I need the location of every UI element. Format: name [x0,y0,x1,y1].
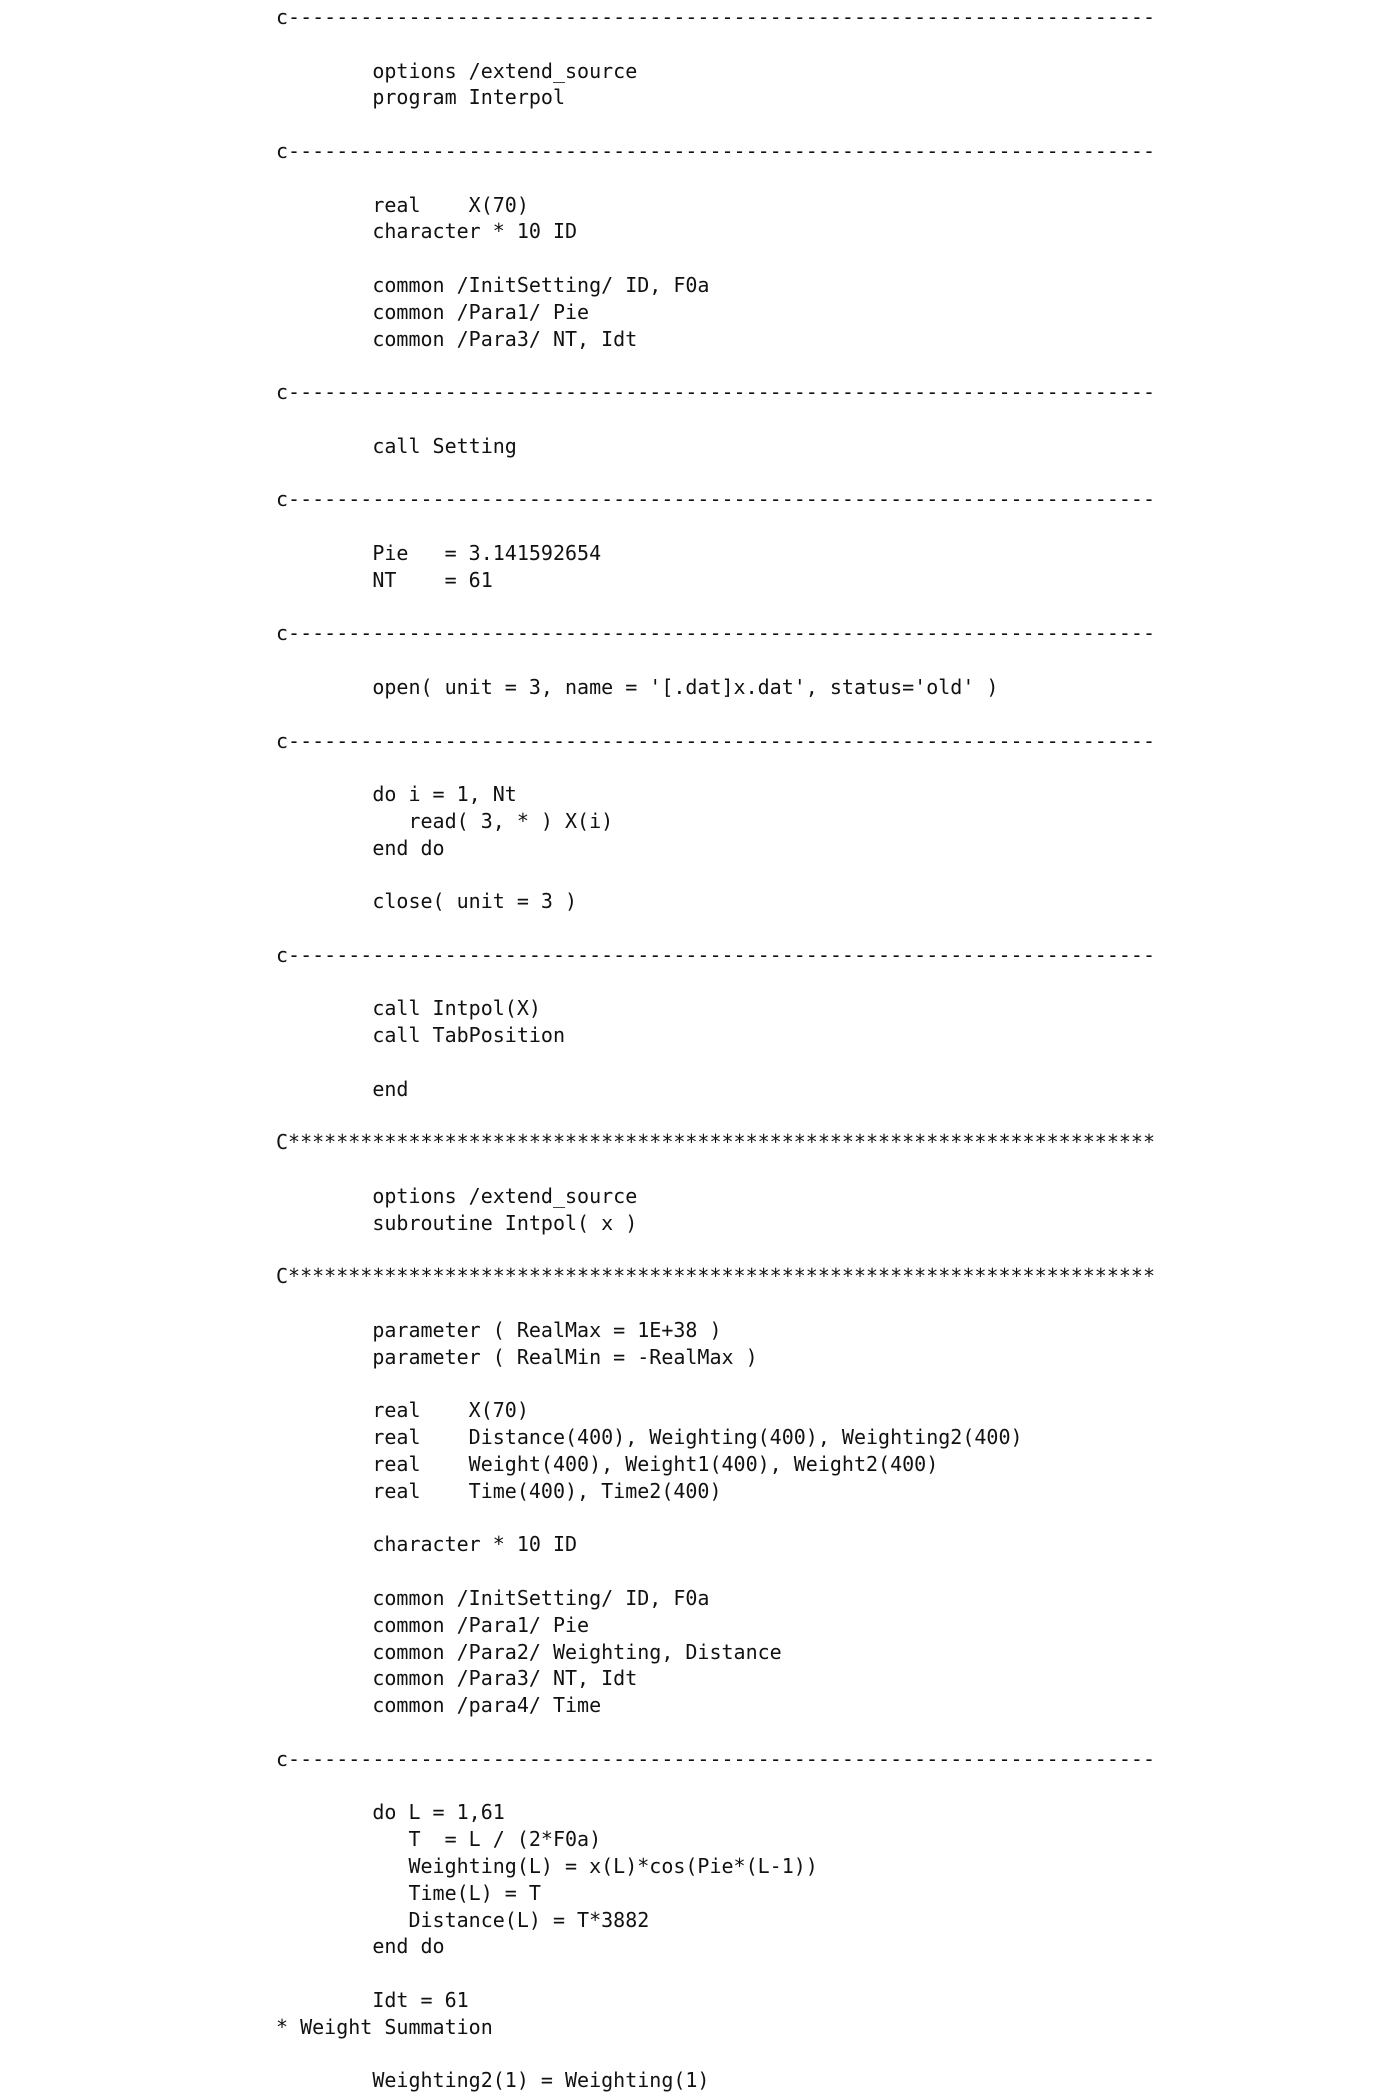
code-line: common /Para2/ Weighting, Distance [276,1639,782,1664]
code-line: Weighting(L) = x(L)*cos(Pie*(L-1)) [276,1853,818,1878]
code-line: options /extend_source [276,1184,638,1209]
code-line: subroutine Intpol( x ) [276,1210,638,1235]
code-line: read( 3, * ) X(i) [276,808,614,833]
code-line [276,1960,1155,1987]
code-line: C************************************************************************ [276,1264,1155,1289]
code-line: common /Para1/ Pie [276,299,590,324]
code-line [276,915,1155,942]
code-line: Weighting2(1) = Weighting(1) [276,2068,710,2093]
code-line: Idt = 61 [276,1987,469,2012]
code-line: call Intpol(X) [276,996,541,1021]
code-line: program Interpol [276,85,565,110]
code-line: c------------------------------------------------------------------------ [276,380,1155,405]
code-line: Pie = 3.141592654 [276,540,602,565]
code-line: C************************************************************************ [276,1130,1155,1155]
code-line [276,165,1155,192]
code-line [276,245,1155,272]
code-line: real X(70) [276,1398,529,1423]
code-line: call TabPosition [276,1023,565,1048]
code-line: NT = 61 [276,567,493,592]
code-line [276,754,1155,781]
code-line: c------------------------------------------------------------------------ [276,5,1155,29]
code-line: * Weight Summation [276,2014,493,2039]
code-line: real Distance(400), Weighting(400), Weighting2(400) [276,1425,1023,1450]
code-line [276,2041,1155,2068]
code-line [276,969,1155,996]
code-line: c------------------------------------------------------------------------ [276,487,1155,512]
code-line: real Time(400), Time2(400) [276,1478,722,1503]
code-line: do i = 1, Nt [276,782,517,807]
code-line [276,1558,1155,1585]
code-line: c------------------------------------------------------------------------ [276,621,1155,646]
code-line: options /extend_source [276,58,638,83]
code-line: T = L / (2*F0a) [276,1827,602,1852]
code-line: open( unit = 3, name = '[.dat]x.dat', status='old' ) [276,674,999,699]
code-line [276,1773,1155,1800]
code-line: common /Para1/ Pie [276,1612,590,1637]
code-line: common /para4/ Time [276,1693,602,1718]
code-line [276,701,1155,728]
code-line: close( unit = 3 ) [276,889,578,914]
code-line: parameter ( RealMin = -RealMax ) [276,1344,758,1369]
code-line [276,406,1155,433]
code-line [276,1049,1155,1076]
code-line: do L = 1,61 [276,1800,505,1825]
code-line: common /Para3/ NT, Idt [276,326,638,351]
code-line [276,460,1155,487]
code-line [276,111,1155,138]
code-line: real X(70) [276,192,529,217]
code-line: common /InitSetting/ ID, F0a [276,1586,710,1611]
code-line [276,31,1155,58]
code-line [276,1371,1155,1398]
code-line: c------------------------------------------------------------------------ [276,728,1155,753]
code-line: common /InitSetting/ ID, F0a [276,272,710,297]
code-line: Time(L) = T [276,1880,541,1905]
code-line: end do [276,1934,445,1959]
code-line [276,513,1155,540]
code-line [276,1237,1155,1264]
source-code-listing [276,4,1155,2094]
code-line: parameter ( RealMax = 1E+38 ) [276,1318,722,1343]
code-line: end do [276,835,445,860]
code-line: c------------------------------------------------------------------------ [276,1746,1155,1771]
code-line: c------------------------------------------------------------------------ [276,138,1155,163]
code-line [276,594,1155,621]
code-line [276,1156,1155,1183]
code-line: end [276,1076,409,1101]
code-line [276,1719,1155,1746]
code-line [276,1290,1155,1317]
code-line [276,1505,1155,1532]
code-line: real Weight(400), Weight1(400), Weight2(400) [276,1452,939,1477]
code-line: Distance(L) = T*3882 [276,1907,650,1932]
code-line [276,862,1155,889]
code-line: call Setting [276,433,517,458]
code-line [276,1103,1155,1130]
code-line: common /Para3/ NT, Idt [276,1666,638,1691]
code-line [276,352,1155,379]
code-line: character * 10 ID [276,1532,578,1557]
code-line [276,647,1155,674]
code-line: c------------------------------------------------------------------------ [276,942,1155,967]
code-line: character * 10 ID [276,219,578,244]
